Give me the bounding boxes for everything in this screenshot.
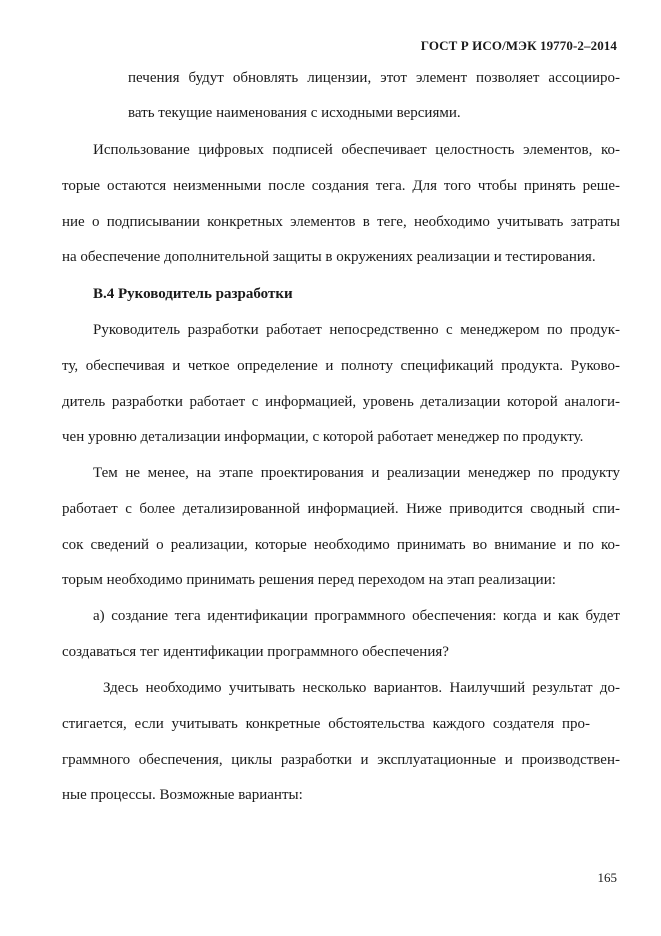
text-line: Тем не менее, на этапе проектирования и реализации менеджер по продукту [93, 465, 620, 481]
text-line: ние о подписывании конкретных элементов в теге, необходимо учитывать затраты [62, 214, 620, 230]
text-line: стигается, если учитывать конкретные обстоятельства каждого создателя про- [62, 716, 590, 732]
text-line: ту, обеспечивая и четкое определение и полноту спецификаций продукта. Руково- [62, 358, 620, 374]
text-line: Руководитель разработки работает непосредственно с менеджером по продук- [93, 322, 620, 338]
text-line: печения будут обновлять лицензии, этот элемент позволяет ассоцииро- [128, 70, 620, 86]
list-item: а) создание тега идентификации программного обеспечения: когда и как будет [93, 608, 620, 624]
text-line: чен уровню детализации информации, с которой работает менеджер по продукту. [62, 429, 584, 445]
text-line: дитель разработки работает с информацией, уровень детализации которой аналоги- [62, 394, 620, 410]
text-line: Здесь необходимо учитывать несколько вариантов. Наилучший результат до- [103, 680, 620, 696]
text-line: торые остаются неизменными после создания тега. Для того чтобы принять реше- [62, 178, 620, 194]
text-line: на обеспечение дополнительной защиты в окружениях реализации и тестирования. [62, 249, 596, 265]
text-line: торым необходимо принимать решения перед переходом на этап реализации: [62, 572, 556, 588]
text-line: работает с более детализированной информацией. Ниже приводится сводный спи- [62, 501, 620, 517]
text-line: граммного обеспечения, циклы разработки и эксплуатационные и производствен- [62, 752, 620, 768]
text-line: вать текущие наименования с исходными версиями. [128, 105, 461, 121]
document-header: ГОСТ Р ИСО/МЭК 19770-2–2014 [420, 38, 617, 53]
section-heading: В.4 Руководитель разработки [93, 286, 293, 302]
text-line: создаваться тег идентификации программного обеспечения? [62, 644, 449, 660]
text-line: сок сведений о реализации, которые необходимо принимать во внимание и по ко- [62, 537, 620, 553]
text-line: Использование цифровых подписей обеспечивает целостность элементов, ко- [93, 142, 620, 158]
page-number: 165 [597, 870, 617, 885]
text-line: ные процессы. Возможные варианты: [62, 787, 303, 803]
